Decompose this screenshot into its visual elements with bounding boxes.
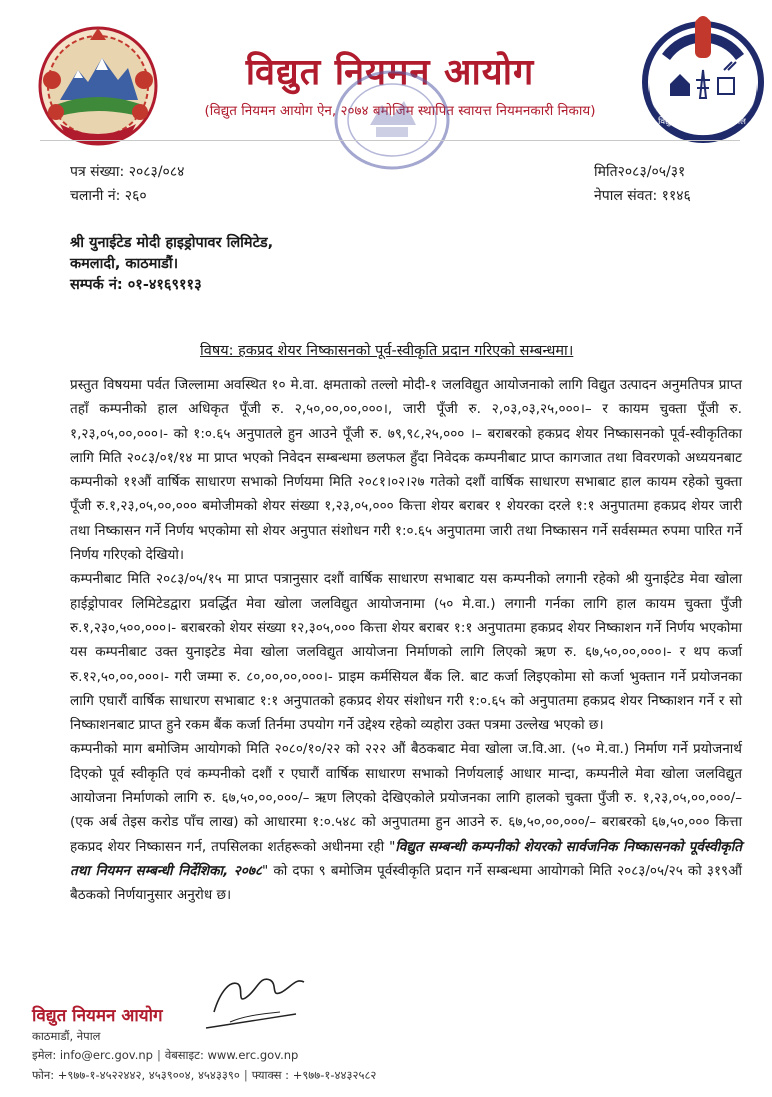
letter-number: पत्र संख्या: २०८३/०८४ — [70, 164, 185, 180]
nepal-samvat: नेपाल संवत: ११४६ — [594, 188, 691, 204]
recipient-contact: सम्पर्क नं: ०१-४१६९११३ — [70, 277, 202, 293]
organization-subtitle: (विद्युत नियमन आयोग ऐन, २०७४ बमोजिम स्थापित स्वायत्त नियमनकारी निकाय) — [204, 103, 596, 119]
footer-phone: फोन: +९७७-१-४५२२४४२, ४५३९००४, ४५४३३९० — [32, 1068, 240, 1082]
letter-date: मिति२०८३/०५/३१ — [594, 164, 686, 180]
recipient-location: कमलादी, काठमाडौं। — [70, 256, 179, 272]
organization-title: विद्युत नियमन आयोग — [245, 52, 535, 93]
nepal-emblem-logo — [30, 20, 166, 150]
footer-contact: इमेल: info@erc.gov.np | वेबसाइट: www.erc.gov.np — [32, 1048, 299, 1062]
dispatch-number: चलानी नं: २६० — [70, 188, 147, 204]
directive-name: विद्युत सम्बन्धी कम्पनीको शेयरको सार्वजनिक निष्कासनको पूर्वस्वीकृति तथा नियमन सम्बन्धी निर्देशिका, २०७८ — [70, 838, 743, 879]
recipient-address — [70, 233, 273, 296]
recipient-name: श्री युनाईटेड मोदी हाइड्रोपावर लिमिटेड, — [70, 235, 274, 251]
footer-phone-fax: फोन: +९७७-१-४५२२४४२, ४५३९००४, ४५४३३९० | फ्याक्स : +९७७-१-४४३२५८२ — [32, 1068, 377, 1082]
footer-website[interactable]: वेबसाइट: www.erc.gov.np — [164, 1048, 299, 1062]
footer-fax: फ्याक्स : +९७७-१-४४३२५८२ — [251, 1068, 377, 1082]
erc-logo-caption: विद्युत नियमन आयोग, नेपाल — [658, 117, 746, 127]
body-paragraph: प्रस्तुत विषयमा पर्वत जिल्लामा अवस्थित १० मे.वा. क्षमताको तल्लो मोदी-१ जलविद्युत आयोजनाको लागि विद्युत उत्पादन अनुमतिपत्र प्राप्त तहाँ कम्पनीको हाल अधिकृत पूँजी रु. २,५०,००,००,०००।, जारी पूँजी रु. २,०३,०३,२५,०००।– र कायम चुक्ता पूँजी रु. १,२३,०५,००,०००।- को १:०.६५ अनुपातले हुन आउने पूँजी रु. ७९,९८,२५,००० ।– बराबरको हकप्रद शेयर निष्कासनको पूर्व-स्वीकृतिका लागि मिति २०८३/०१/१४ मा प्राप्त भएको निवेदन सम्बन्धमा छलफल हुँदा निवेदक कम्पनीबाट प्राप्त कागजात तथा विवरणको अध्ययनबाट कम्पनीको ११औं वार्षिक साधारण सभाको निर्णयमा मिति २०८१।०२।२७ गतेको दशौं वार्षिक साधारण सभाबाट हाल कायम रहेको चुक्ता पूँजी रु.१,२३,०५,००,००० बमोजीमको शेयर संख्या १,२३,०५,००० कित्ता शेयर बराबर १ शेयरका दरले १:१ अनुपातमा हकप्रद शेयर जारी तथा निष्कासन गर्ने निर्णय भएकोमा सो शेयर अनुपात संशोधन गरी १:०.६५ अनुपातमा जारी तथा निष्कासन गर्ने सर्वसम्मत रुपमा पारित गर्ने निर्णय गरिएको देखियो। — [70, 377, 742, 564]
header-divider — [40, 140, 740, 141]
body-paragraph: कम्पनीको माग बमोजिम आयोगको मिति २०८०/१०/२२ को २२२ औं बैठकबाट मेवा खोला ज.वि.आ. (५० मे.वा.) निर्माण गर्ने प्रयोजनार्थ दिएको पूर्व स्वीकृति एवं कम्पनीको दशौं र एघारौं वार्षिक साधारण सभाको निर्णयलाई आधार मान्दा, कम्पनीले मेवा खोला जलविद्युत आयोजना निर्माणको लागि रु. ६७,५०,००,०००/– ऋण लिएको देखिएकोले प्रयोजनका लागि हालको चुक्ता पुँजी रु. १,२३,०५,००,०००/– (एक अर्ब तेइस करोड पाँच लाख) को आधारमा १:०.५४८ को अनुपातमा हुन आउने रु. ६७,५०,००,०००/– बराबरको ६७,५०,००० कित्ता हकप्रद शेयर निष्कासन गर्न, तपसिलका शर्तहरूको अधीनमा रही "विद्युत सम्बन्धी कम्पनीको शेयरको सार्वजनिक निष्कासनको पूर्वस्वीकृति तथा नियमन सम्बन्धी निर्देशिका, २०७८" को दफा ९ बमोजिम पूर्वस्वीकृति प्रदान गर्ने सम्बन्धमा आयोगको मिति २०८३/०५/२५ को ३१९औं बैठकको निर्णयानुसार अनुरोध छ। — [70, 741, 743, 904]
letter-body — [70, 373, 742, 908]
footer-organization: विद्युत नियमन आयोग — [32, 1006, 163, 1026]
official-stamp — [330, 65, 455, 175]
letter-subject: विषय: हकप्रद शेयर निष्कासनको पूर्व-स्वीकृति प्रदान गरिएको सम्बन्धमा। — [200, 343, 574, 359]
body-paragraph: कम्पनीबाट मिति २०८३/०५/१५ मा प्राप्त पत्रानुसार दशौं वार्षिक साधारण सभाबाट यस कम्पनीको लगानी रहेको श्री युनाईटेड मेवा खोला हाईड्रोपावर लिमिटेडद्वारा प्रवर्द्धित मेवा खोला जलविद्युत आयोजनामा (५० मे.वा.) लगानी गर्नका लागि हाल कायम चुक्ता पुँजी रु.१,२३०,५००,०००।- बराबरको शेयर संख्या १२,३०५,००० कित्ता शेयर बराबर १:१ अनुपातमा हकप्रद शेयर निष्काशन गर्ने निर्णय भएकोमा यस कम्पनीबाट उक्त युनाइटेड मेवा खोला जलविद्युत आयोजना निर्माणको लागि लिएको ऋण रु. ६७,५०,००,०००।- र थप कर्जा रु.१२,५०,००,०००।- गरी जम्मा रु. ८०,००,००,०००।- प्राइम कर्मसियल बैंक लि. बाट कर्जा लिइएकोमा सो कर्जा भुक्तान गर्ने प्रयोजनका लागि एघारौं वार्षिक साधारण सभाबाट १:१ अनुपातको हकप्रद शेयर संशोधन गरी १:०.६५ को अनुपातमा हकप्रद शेयर निष्काशन गर्ने र सो निष्काशनबाट प्राप्त हुने रकम बैंक कर्जा तिर्नमा उपयोग गर्ने उद्देश्य रहेको व्यहोरा उक्त पत्रमा उल्लेख भएको छ। — [70, 571, 742, 734]
footer-email[interactable]: इमेल: info@erc.gov.np — [32, 1048, 153, 1062]
footer-city: काठमाडौं, नेपाल — [32, 1029, 101, 1043]
signature-image — [200, 962, 315, 1034]
